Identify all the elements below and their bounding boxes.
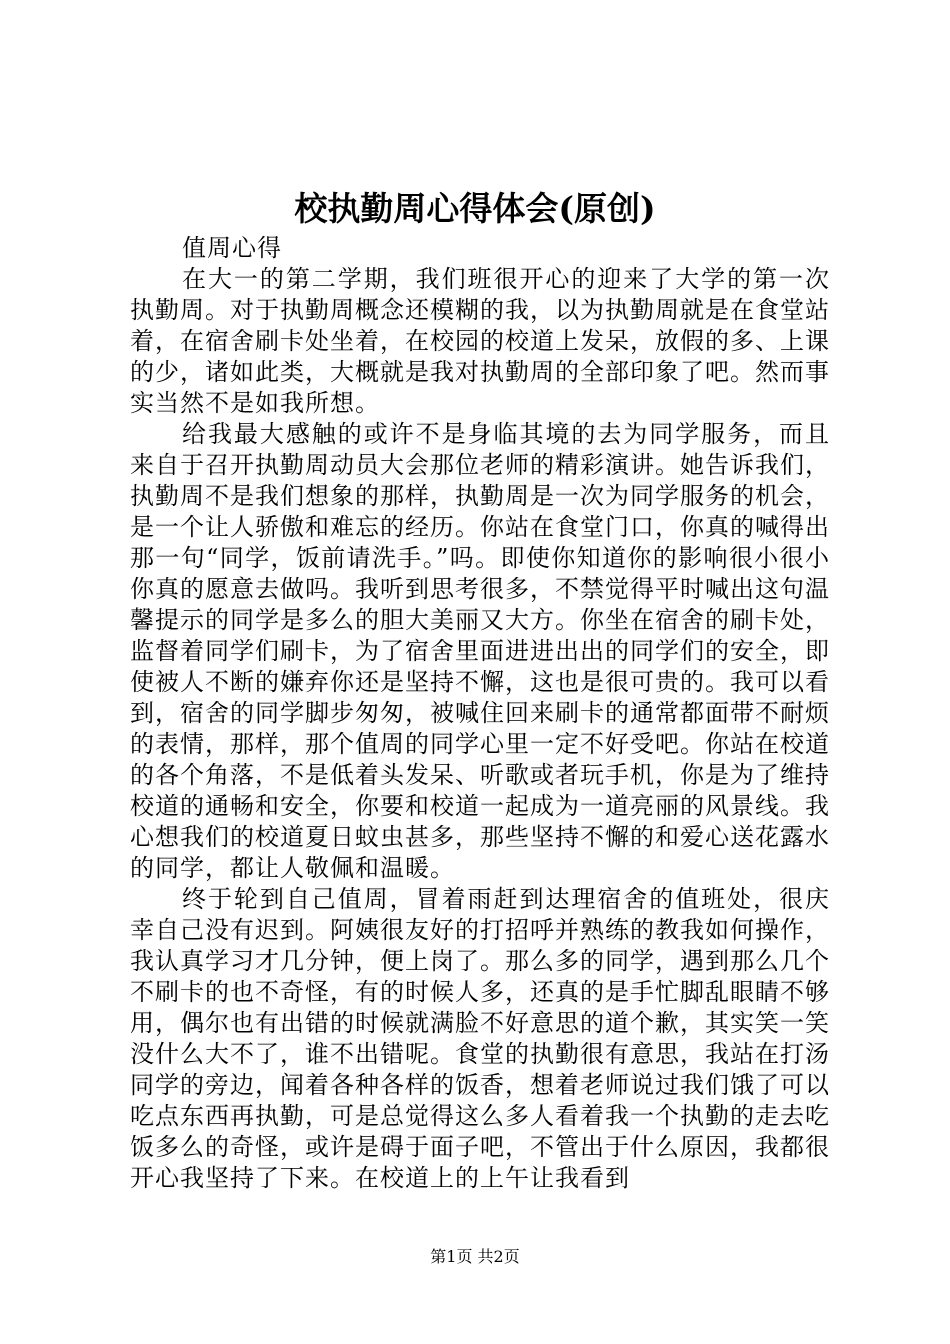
paragraph: 终于轮到自己值周，冒着雨赶到达理宿舍的值班处，很庆幸自己没有迟到。阿姨很友好的打招呼并熟练的教我如何操作，我认真学习才几分钟，便上岗了。那么多的同学，遇到那么几个不刷卡的也不奇怪，有的时候人多，还真的是手忙脚乱眼睛不够用，偶尔也有出错的时候就满脸不好意思的道个歉，其实笑一笑没什么大不了，谁不出错呢。食堂的执勤很有意思，我站在打汤同学的旁边，闻着各种各样的饭香，想着老师说过我们饿了可以吃点东西再执勤，可是总觉得这么多人看着我一个执勤的走去吃饭多么的奇怪，或许是碍于面子吧，不管出于什么原因，我都很开心我坚持了下来。在校道上的上午让我看到 bbox=[130, 885, 830, 1192]
paragraph: 给我最大感触的或许不是身临其境的去为同学服务，而且来自于召开执勤周动员大会那位老师的精彩演讲。她告诉我们，执勤周不是我们想象的那样，执勤周是一次为同学服务的机会，是一个让人骄傲和难忘的经历。你站在食堂门口，你真的喊得出那一句“同学，饭前请洗手。”吗。即使你知道你的影响很小很小你真的愿意去做吗。我听到思考很多，不禁觉得平时喊出这句温馨提示的同学是多么的胆大美丽又大方。你坐在宿舍的刷卡处，监督着同学们刷卡，为了宿舍里面进进出出的同学们的安全，即使被人不断的嫌弃你还是坚持不懈，这也是很可贵的。我可以看到，宿舍的同学脚步匆匆，被喊住回来刷卡的通常都面带不耐烦的表情，那样，那个值周的同学心里一定不好受吧。你站在校道的各个角落，不是低着头发呆、听歌或者玩手机，你是为了维持校道的通畅和安全，你要和校道一起成为一道亮丽的风景线。我心想我们的校道夏日蚊虫甚多，那些坚持不懈的和爱心送花露水的同学，都让人敬佩和温暖。 bbox=[130, 420, 830, 882]
page-number-footer: 第1页 共2页 bbox=[430, 1247, 520, 1266]
paragraph: 在大一的第二学期，我们班很开心的迎来了大学的第一次执勤周。对于执勤周概念还模糊的我，以为执勤周就是在食堂站着，在宿舍刷卡处坐着，在校园的校道上发呆，放假的多、上课的少，诸如此类，大概就是我对执勤周的全部印象了吧。然而事实当然不是如我所想。 bbox=[130, 265, 830, 417]
document-title: 校执勤周心得体会(原创) bbox=[294, 189, 656, 228]
document-body bbox=[130, 233, 830, 1194]
subtitle-paragraph: 值周心得 bbox=[182, 234, 282, 262]
